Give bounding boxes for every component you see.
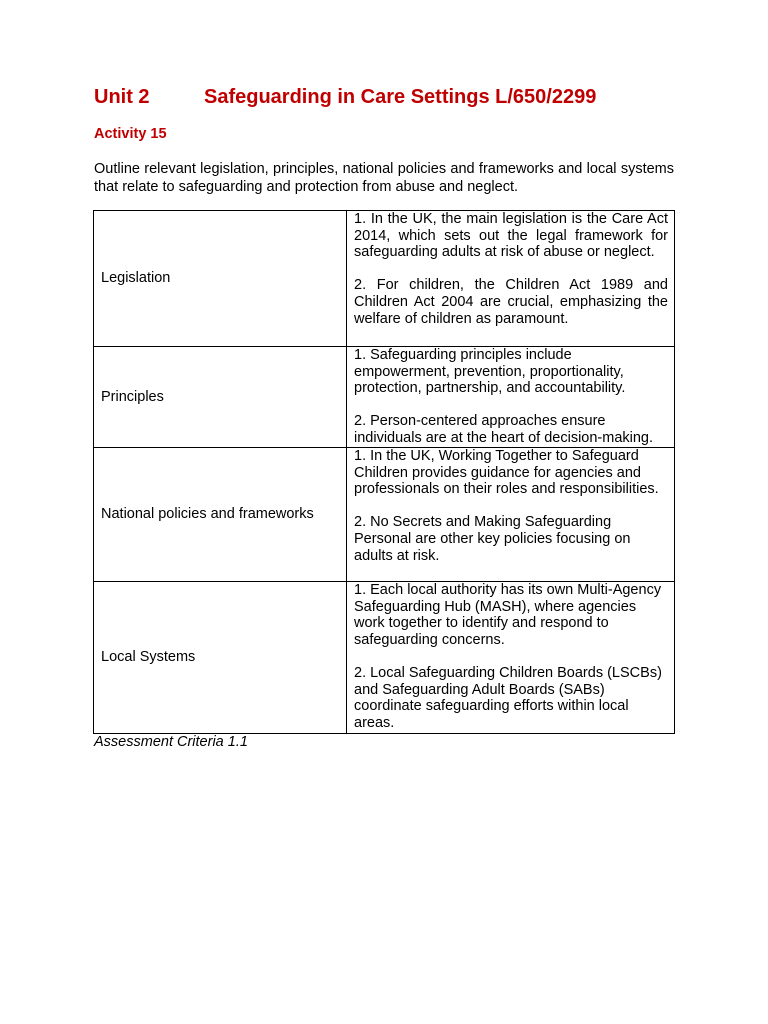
- unit-heading: [94, 86, 596, 109]
- safeguarding-table: [93, 210, 675, 734]
- activity-heading: Activity 15: [94, 126, 167, 142]
- unit-title: Safeguarding in Care Settings L/650/2299: [204, 86, 597, 108]
- intro-paragraph: Outline relevant legislation, principles, national policies and frameworks and local systems that relate to safeguarding and protection from abuse and neglect.: [94, 161, 674, 195]
- table-row-local-systems: [94, 582, 675, 734]
- content-point-2: 2. Local Safeguarding Children Boards (LSCBs) and Safeguarding Adult Boards (SABs) coordinate safeguarding efforts within local areas.: [354, 664, 662, 731]
- table-row-national-policies: [94, 448, 675, 582]
- row-content: [347, 347, 675, 448]
- content-point-2: 2. Person-centered approaches ensure individuals are at the heart of decision-making.: [354, 413, 654, 446]
- content-point-1: 1. In the UK, the main legislation is the Care Act 2014, which sets out the legal framework for safeguarding adults at risk of abuse or neglect.: [354, 211, 668, 261]
- content-point-1: 1. Safeguarding principles include empowerment, prevention, proportionality, protection, partnership, and accountability.: [354, 347, 626, 397]
- table-row-legislation: [94, 211, 675, 347]
- row-label: Principles: [94, 347, 347, 448]
- content-point-2: 2. For children, the Children Act 1989 and Children Act 2004 are crucial, emphasizing the welfare of children as paramount.: [354, 277, 668, 327]
- table-row-principles: [94, 347, 675, 448]
- row-label: Legislation: [94, 211, 347, 347]
- row-label: Local Systems: [94, 582, 347, 734]
- content-point-2: 2. No Secrets and Making Safeguarding Personal are other key policies focusing on adults at risk.: [354, 514, 631, 564]
- content-point-1: 1. In the UK, Working Together to Safeguard Children provides guidance for agencies and professionals on their roles and responsibilities.: [354, 448, 659, 498]
- row-content: [347, 211, 675, 347]
- content-point-1: 1. Each local authority has its own Multi-Agency Safeguarding Hub (MASH), where agencies work together to identify and respond to safeguarding concerns.: [354, 582, 662, 649]
- assessment-criteria: Assessment Criteria 1.1: [94, 734, 248, 750]
- row-content: [347, 448, 675, 582]
- row-label: National policies and frameworks: [94, 448, 347, 582]
- unit-number: Unit 2: [94, 86, 150, 108]
- row-content: [347, 582, 675, 734]
